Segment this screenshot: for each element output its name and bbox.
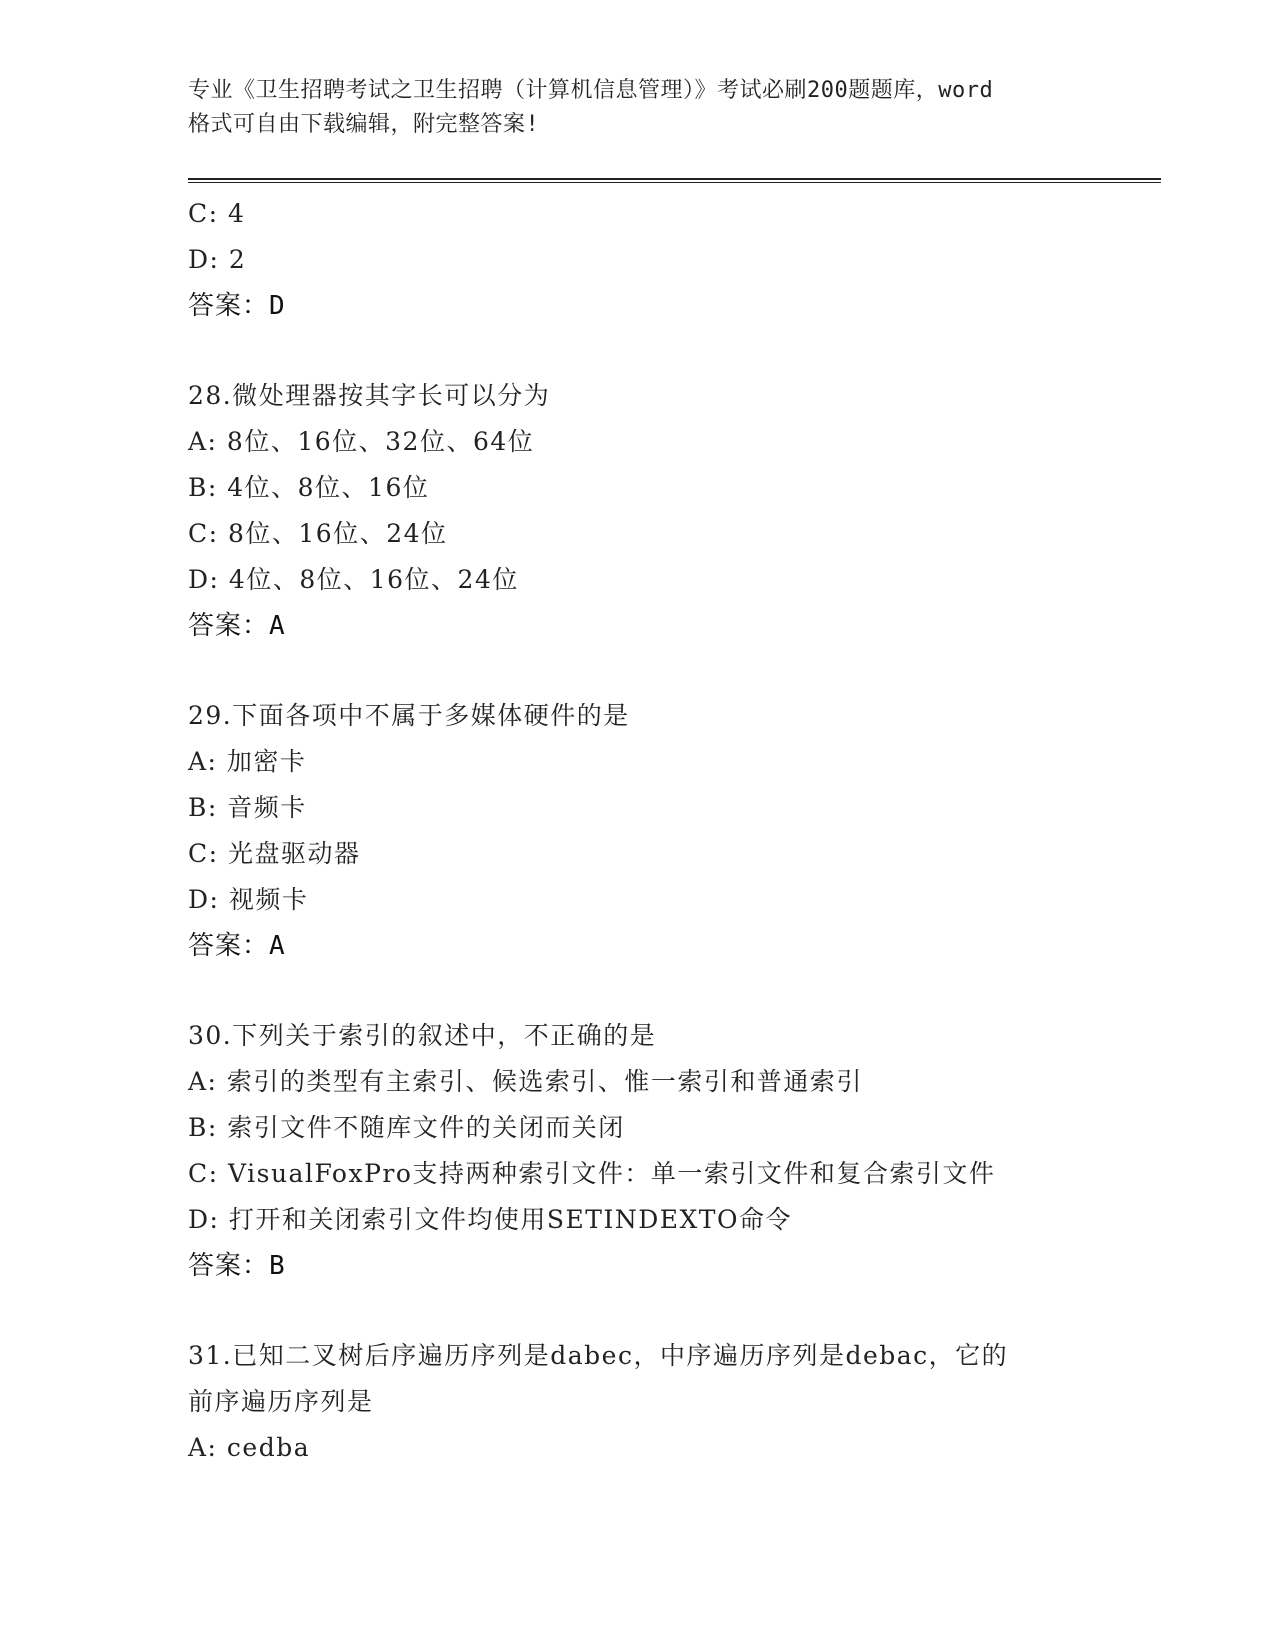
option-c: C: 光盘驱动器 (188, 839, 361, 868)
header-title-line-2: 格式可自由下载编辑，附完整答案! (188, 112, 540, 137)
question-stem-line-2: 前序遍历序列是 (188, 1387, 374, 1416)
answer-line: 答案：B (188, 1251, 286, 1281)
spacer (188, 1289, 1148, 1333)
document-header (188, 74, 1088, 142)
question-stem: 29.下面各项中不属于多媒体硬件的是 (188, 701, 630, 730)
option-b: B: 4位、8位、16位 (188, 473, 430, 502)
option-c: C: VisualFoxPro支持两种索引文件：单一索引文件和复合索引文件 (188, 1159, 996, 1188)
option-a: A: 加密卡 (188, 747, 307, 776)
answer-line: 答案：D (188, 291, 286, 321)
question-stem-line-1: 31.已知二叉树后序遍历序列是dabec，中序遍历序列是debac，它的 (188, 1341, 1009, 1370)
question-block-29 (188, 693, 1148, 969)
answer-line: 答案：A (188, 931, 286, 961)
question-stem: 28.微处理器按其字长可以分为 (188, 381, 551, 410)
option-b: B: 音频卡 (188, 793, 307, 822)
header-title-line-1: 专业《卫生招聘考试之卫生招聘（计算机信息管理）》考试必刷200题题库，word (188, 78, 994, 103)
spacer (188, 649, 1148, 693)
option-c: C: 4 (188, 199, 246, 228)
question-block-28 (188, 373, 1148, 649)
option-d: D: 4位、8位、16位、24位 (188, 565, 519, 594)
question-block-30 (188, 1013, 1148, 1289)
spacer (188, 969, 1148, 1013)
question-block-27 (188, 191, 1148, 329)
option-d: D: 打开和关闭索引文件均使用SETINDEXTO命令 (188, 1205, 792, 1234)
option-b: B: 索引文件不随库文件的关闭而关闭 (188, 1113, 625, 1142)
header-divider-thin (188, 182, 1161, 183)
option-a: A: 8位、16位、32位、64位 (188, 427, 535, 456)
question-list (188, 191, 1148, 1471)
option-c: C: 8位、16位、24位 (188, 519, 448, 548)
header-divider-thick (188, 178, 1161, 180)
spacer (188, 329, 1148, 373)
option-a: A: cedba (188, 1433, 311, 1462)
question-block-31 (188, 1333, 1148, 1471)
option-d: D: 2 (188, 245, 247, 274)
question-stem: 30.下列关于索引的叙述中，不正确的是 (188, 1021, 657, 1050)
option-d: D: 视频卡 (188, 885, 309, 914)
option-a: A: 索引的类型有主索引、候选索引、惟一索引和普通索引 (188, 1067, 863, 1096)
answer-line: 答案：A (188, 611, 286, 641)
